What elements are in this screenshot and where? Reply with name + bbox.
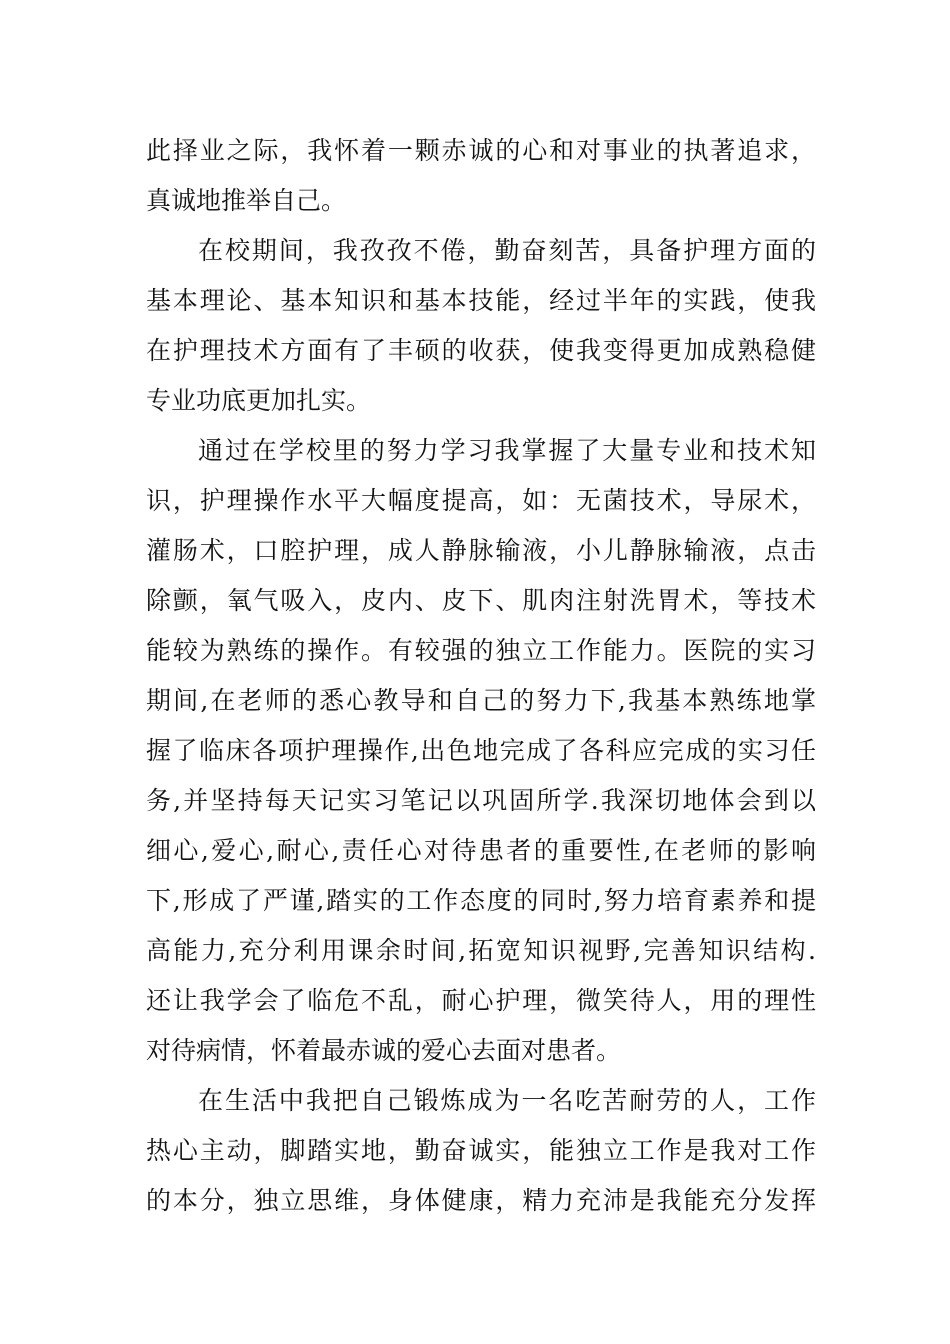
- paragraph-start-line: 在生活中我把自己锻炼成为一名吃苦耐劳的人，工作: [198, 1086, 816, 1115]
- text-line: 细心,爱心,耐心,责任心对待患者的重要性,在老师的影响: [146, 836, 816, 865]
- text-line: 对待病情，怀着最赤诚的爱心去面对患者。: [146, 1036, 622, 1065]
- text-line: 还让我学会了临危不乱，耐心护理，微笑待人，用的理性: [146, 986, 816, 1015]
- paragraph-start-line: 通过在学校里的努力学习我掌握了大量专业和技术知: [198, 436, 816, 465]
- paragraph-start-line: 在校期间，我孜孜不倦，勤奋刻苦，具备护理方面的: [198, 236, 816, 265]
- text-line: 灌肠术，口腔护理，成人静脉输液，小儿静脉输液，点击: [146, 536, 816, 565]
- text-line: 真诚地推举自己。: [146, 186, 347, 215]
- body-text: [146, 126, 816, 1226]
- text-line: 在护理技术方面有了丰硕的收获，使我变得更加成熟稳健: [146, 336, 816, 365]
- text-line: 专业功底更加扎实。: [146, 386, 372, 415]
- text-line: 识，护理操作水平大幅度提高，如：无菌技术，导尿术，: [146, 486, 816, 515]
- text-line: 握了临床各项护理操作,出色地完成了各科应完成的实习任: [146, 736, 816, 765]
- text-line: 务,并坚持每天记实习笔记以巩固所学.我深切地体会到以: [146, 786, 816, 815]
- text-line: 期间,在老师的悉心教导和自己的努力下,我基本熟练地掌: [146, 686, 816, 715]
- text-line: 下,形成了严谨,踏实的工作态度的同时,努力培育素养和提: [146, 886, 816, 915]
- text-line: 热心主动，脚踏实地，勤奋诚实，能独立工作是我对工作: [146, 1136, 816, 1165]
- text-line: 除颤，氧气吸入，皮内、皮下、肌肉注射洗胃术，等技术: [146, 586, 816, 615]
- text-line: 高能力,充分利用课余时间,拓宽知识视野,完善知识结构.: [146, 936, 816, 965]
- text-line: 的本分，独立思维，身体健康，精力充沛是我能充分发挥: [146, 1186, 816, 1215]
- text-line: 能较为熟练的操作。有较强的独立工作能力。医院的实习: [146, 636, 816, 665]
- text-line: 基本理论、基本知识和基本技能，经过半年的实践，使我: [146, 286, 816, 315]
- text-line: 此择业之际，我怀着一颗赤诚的心和对事业的执著追求，: [146, 136, 816, 165]
